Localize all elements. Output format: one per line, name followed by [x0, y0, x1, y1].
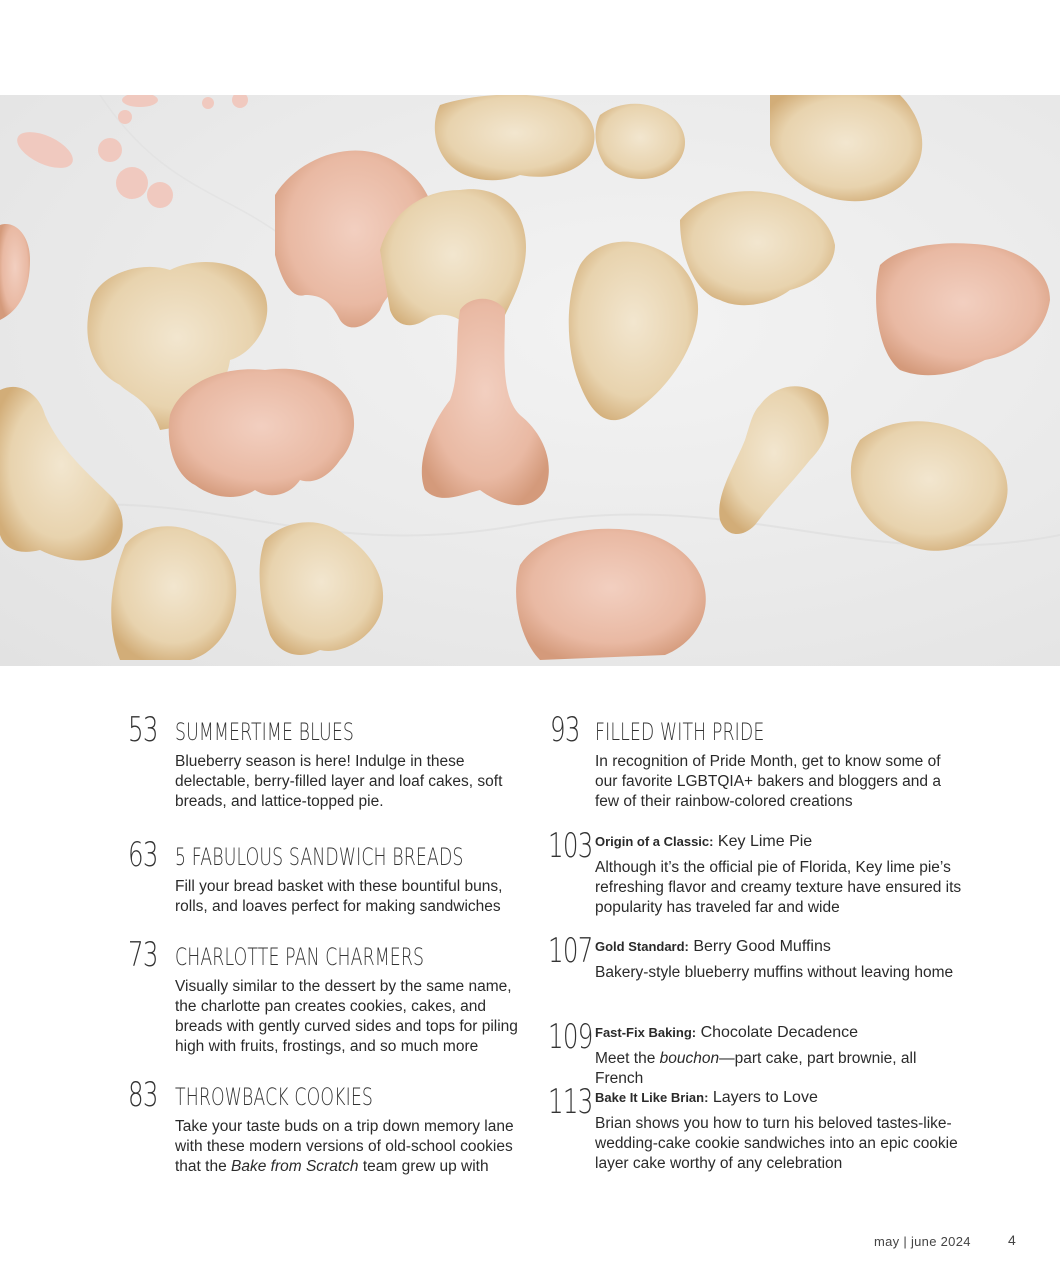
cookie-elephant-pink-3: [516, 529, 706, 660]
cookie-giraffe-pink: [422, 299, 549, 505]
feature-title: 5 FABULOUS SANDWICH BREADS: [175, 843, 464, 871]
cookie-zebra-3: [680, 191, 835, 305]
department-title: Key Lime Pie: [713, 833, 813, 850]
page-number: 103: [548, 826, 593, 866]
glaze-drips: [12, 95, 248, 208]
department-heading: [595, 1088, 818, 1108]
department-label: Origin of a Classic:: [595, 834, 714, 849]
feature-description: Fill your bread basket with these bountiful buns, rolls, and loaves perfect for making sandwiches: [175, 878, 503, 915]
department-title: Berry Good Muffins: [688, 938, 831, 955]
feature-description: In recognition of Pride Month, get to know some of our favorite LGBTQIA+ bakers and bloggers and a few of their rainbow-colored creations: [595, 753, 941, 810]
department-heading: [595, 1023, 858, 1043]
page-number: 107: [548, 931, 593, 971]
page-number: 73: [128, 935, 158, 975]
cookie-zebra-1: [0, 387, 123, 561]
cookie-zebra-5: [0, 224, 30, 320]
department-description: Brian shows you how to turn his beloved tastes-like-wedding-cake cookie sandwiches into an epic cookie layer cake worthy of any celebration: [595, 1115, 958, 1172]
department-title: Layers to Love: [708, 1089, 818, 1106]
department-label: Fast-Fix Baking:: [595, 1025, 697, 1040]
page-number: 63: [128, 835, 158, 875]
cookie-giraffe-2: [719, 386, 829, 534]
department-title: Chocolate Decadence: [696, 1024, 859, 1041]
cookie-pink-lion: [876, 243, 1050, 375]
page-number: 93: [550, 710, 580, 750]
department-label: Gold Standard:: [595, 939, 689, 954]
department-label: Bake It Like Brian:: [595, 1090, 709, 1105]
cookie-zebra-4: [435, 95, 595, 180]
folio-page-number: 4: [1008, 1232, 1016, 1248]
feature-description: Take your taste buds on a trip down memory lane with these modern versions of old-school cookies that the Bake from Scratch team grew up with: [175, 1118, 514, 1175]
cookie-lion-4: [851, 421, 1008, 550]
cookie-zebra-2: [260, 522, 384, 655]
cookie-lion-2: [111, 526, 236, 660]
feature-description: Visually similar to the dessert by the same name, the charlotte pan creates cookies, cakes, and breads with gently curved sides and tops for piling high with fruits, frostings, and so much more: [175, 978, 518, 1055]
hero-photo: [0, 95, 1060, 666]
department-description: Meet the bouchon—part cake, part brownie, all French: [595, 1050, 917, 1087]
department-description: Although it’s the official pie of Florida, Key lime pie’s refreshing flavor and creamy texture have ensured its popularity has traveled far and wide: [595, 859, 962, 916]
cookie-elephant-3: [770, 95, 922, 201]
cookie-elephant-pink-2: [169, 369, 354, 497]
page-number: 53: [128, 710, 158, 750]
issue-date: may | june 2024: [874, 1234, 971, 1249]
feature-title: FILLED WITH PRIDE: [595, 718, 765, 746]
page-number: 113: [548, 1082, 593, 1122]
feature-title: THROWBACK COOKIES: [175, 1083, 373, 1111]
department-heading: [595, 937, 831, 957]
feature-description: Blueberry season is here! Indulge in these delectable, berry-filled layer and loaf cakes, soft breads, and lattice-topped pie.: [175, 753, 503, 810]
cookie-lion-3: [569, 242, 698, 421]
page-number: 83: [128, 1075, 158, 1115]
animal-cookies-illustration: [0, 95, 1060, 666]
feature-title: CHARLOTTE PAN CHARMERS: [175, 943, 425, 971]
department-description: Bakery-style blueberry muffins without leaving home: [595, 964, 954, 981]
cookie-partial-right: [595, 104, 685, 179]
feature-title: SUMMERTIME BLUES: [175, 718, 354, 746]
department-heading: [595, 832, 812, 852]
page-number: 109: [548, 1017, 593, 1057]
